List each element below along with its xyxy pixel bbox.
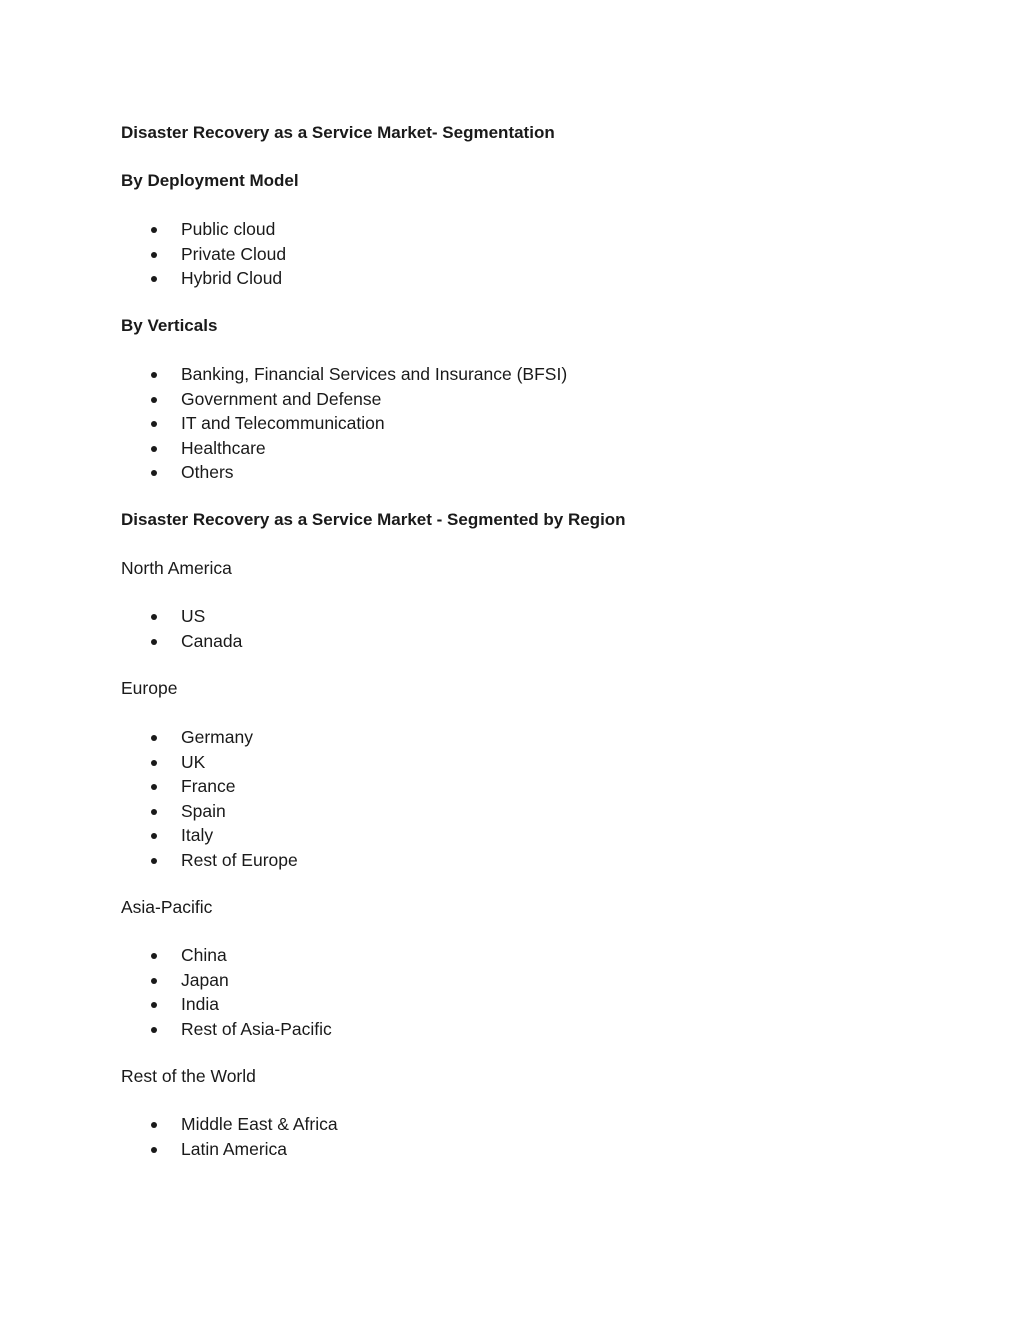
list-item-label: China	[181, 945, 227, 965]
list-item-label: IT and Telecommunication	[181, 413, 385, 433]
bullet-icon	[151, 227, 157, 233]
region-label-rest-of-world: Rest of the World	[121, 1066, 256, 1086]
list-item-label: Healthcare	[181, 437, 266, 458]
bullet-icon	[151, 446, 157, 452]
list-item	[121, 436, 567, 461]
list-item-label: Latin America	[181, 1138, 288, 1159]
region-label-north-america: North America	[121, 558, 232, 578]
asia-pacific-list	[121, 943, 332, 1041]
list-item-label: Banking, Financial Services and Insurance (BFSI)	[181, 364, 568, 384]
list-item	[121, 943, 332, 968]
list-item-label: Spain	[181, 800, 226, 821]
list-item-label: US	[181, 606, 206, 626]
list-item	[121, 242, 286, 267]
verticals-heading: By Verticals	[121, 316, 218, 335]
bullet-icon	[151, 276, 157, 282]
rest-of-world-list	[121, 1112, 338, 1161]
list-item	[121, 968, 332, 993]
region-label-asia-pacific: Asia-Pacific	[121, 897, 213, 917]
list-item-label: Middle East & Africa	[181, 1114, 338, 1134]
bullet-icon	[151, 614, 157, 620]
list-item-label: Rest of Europe	[181, 849, 298, 870]
bullet-icon	[151, 784, 157, 790]
bullet-icon	[151, 421, 157, 427]
list-item	[121, 266, 286, 291]
list-item	[121, 725, 298, 750]
bullet-icon	[151, 760, 157, 766]
list-item	[121, 460, 567, 485]
list-item	[121, 604, 242, 629]
list-item-label: Government and Defense	[181, 388, 382, 409]
bullet-icon	[151, 858, 157, 864]
list-item-label: UK	[181, 751, 206, 772]
list-item-label: Italy	[181, 825, 214, 845]
bullet-icon	[151, 372, 157, 378]
bullet-icon	[151, 639, 157, 645]
list-item	[121, 799, 298, 824]
list-item-label: France	[181, 776, 236, 796]
list-item-label: India	[181, 994, 219, 1014]
list-item	[121, 217, 286, 242]
list-item-label: Japan	[181, 969, 229, 990]
bullet-icon	[151, 1147, 157, 1153]
region-heading: Disaster Recovery as a Service Market - Segmented by Region	[121, 510, 626, 529]
list-item	[121, 823, 298, 848]
list-item	[121, 411, 567, 436]
bullet-icon	[151, 397, 157, 403]
bullet-icon	[151, 978, 157, 984]
list-item-label: Others	[181, 462, 234, 482]
verticals-list	[121, 362, 567, 485]
document-title: Disaster Recovery as a Service Market- Segmentation	[121, 123, 555, 142]
list-item	[121, 1137, 338, 1162]
list-item	[121, 774, 298, 799]
bullet-icon	[151, 953, 157, 959]
list-item	[121, 750, 298, 775]
list-item	[121, 387, 567, 412]
deployment-model-heading: By Deployment Model	[121, 171, 299, 190]
list-item	[121, 362, 567, 387]
list-item	[121, 992, 332, 1017]
list-item	[121, 1017, 332, 1042]
bullet-icon	[151, 735, 157, 741]
bullet-icon	[151, 1027, 157, 1033]
region-label-europe: Europe	[121, 678, 178, 698]
list-item-label: Private Cloud	[181, 243, 287, 264]
bullet-icon	[151, 833, 157, 839]
list-item	[121, 848, 298, 873]
bullet-icon	[151, 470, 157, 476]
list-item-label: Germany	[181, 727, 253, 747]
north-america-list	[121, 604, 242, 653]
list-item	[121, 629, 242, 654]
deployment-model-list	[121, 217, 286, 291]
bullet-icon	[151, 1002, 157, 1008]
list-item-label: Public cloud	[181, 219, 276, 239]
list-item	[121, 1112, 338, 1137]
list-item-label: Canada	[181, 630, 243, 651]
bullet-icon	[151, 252, 157, 258]
bullet-icon	[151, 809, 157, 815]
bullet-icon	[151, 1122, 157, 1128]
list-item-label: Hybrid Cloud	[181, 268, 283, 288]
list-item-label: Rest of Asia-Pacific	[181, 1018, 332, 1039]
europe-list	[121, 725, 298, 872]
